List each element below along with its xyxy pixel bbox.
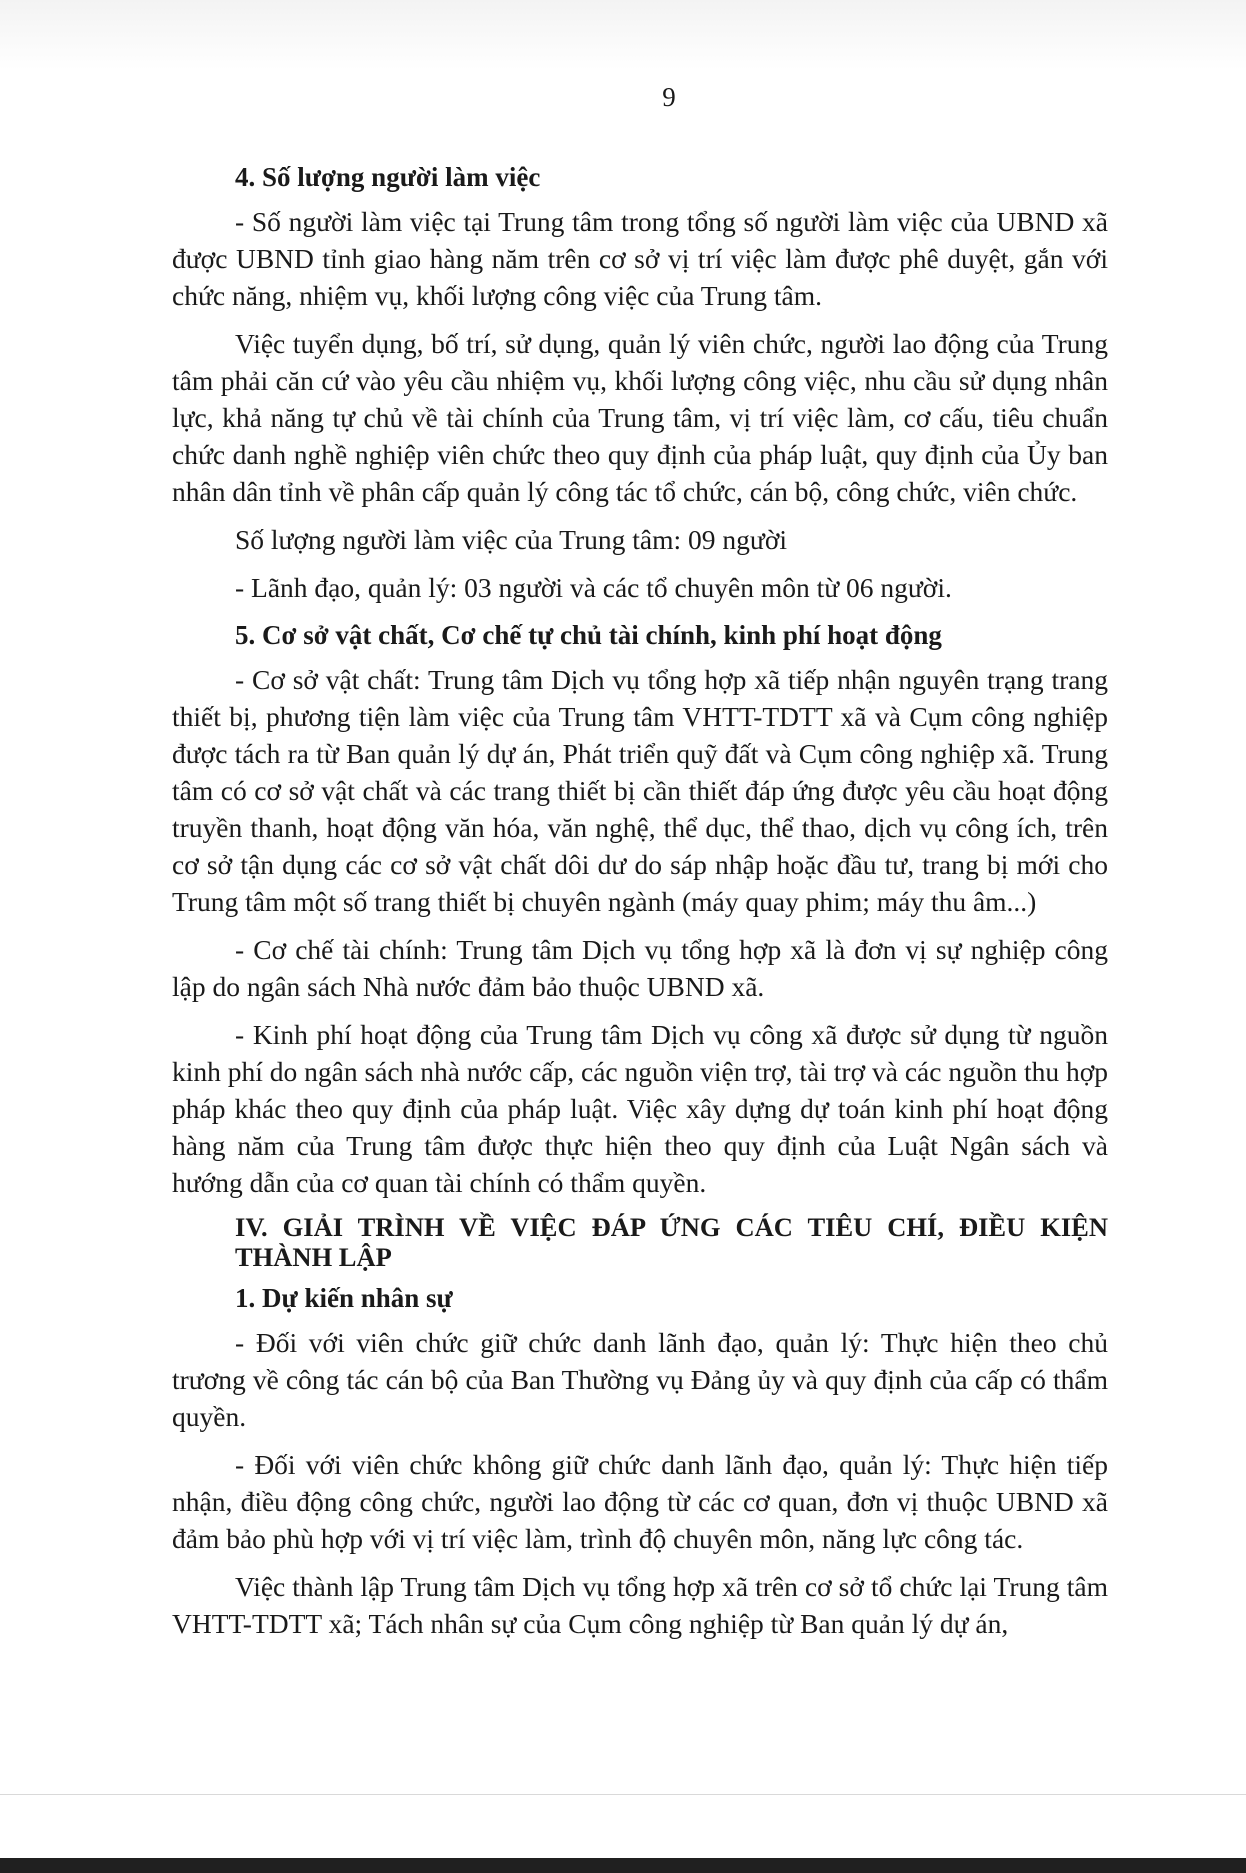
section-4: [172, 159, 1108, 606]
section-5-paragraph-2: - Cơ chế tài chính: Trung tâm Dịch vụ tổng hợp xã là đơn vị sự nghiệp công lập do ngân sách Nhà nước đảm bảo thuộc UBND xã.: [172, 934, 1108, 1002]
section-5-paragraph-3: - Kinh phí hoạt động của Trung tâm Dịch vụ công xã được sử dụng từ nguồn kinh phí do ngân sách nhà nước cấp, các nguồn viện trợ, tài trợ và các nguồn thu hợp pháp khác theo quy định của pháp luật. Việc xây dựng dự toán kinh phí hoạt động hàng năm của Trung tâm được thực hiện theo quy định của Luật Ngân sách và hướng dẫn của cơ quan tài chính có thẩm quyền.: [172, 1019, 1109, 1198]
section-5-heading: 5. Cơ sở vật chất, Cơ chế tự chủ tài chính, kinh phí hoạt động: [235, 620, 942, 650]
scan-footer-rule: [0, 1794, 1246, 1795]
part-iv-section-1-heading: 1. Dự kiến nhân sự: [235, 1283, 453, 1313]
section-4-paragraph-2: Việc tuyển dụng, bố trí, sử dụng, quản lý viên chức, người lao động của Trung tâm phải căn cứ vào yêu cầu nhiệm vụ, khối lượng công việc, nhu cầu sử dụng nhân lực, khả năng tự chủ về tài chính của Trung tâm, vị trí việc làm, cơ cấu, tiêu chuẩn chức danh nghề nghiệp viên chức theo quy định của pháp luật, quy định của Ủy ban nhân dân tỉnh về phân cấp quản lý công tác tổ chức, cán bộ, công chức, viên chức.: [172, 328, 1108, 507]
page-number: 9: [662, 82, 676, 112]
section-4-heading: 4. Số lượng người làm việc: [235, 162, 541, 192]
part-iv: [172, 1212, 1108, 1642]
part-iv-section-1-paragraph-3: Việc thành lập Trung tâm Dịch vụ tổng hợp xã trên cơ sở tổ chức lại Trung tâm VHTT-TDTT xã; Tách nhân sự của Cụm công nghiệp từ Ban quản lý dự án,: [172, 1571, 1108, 1639]
section-5-paragraph-1: - Cơ sở vật chất: Trung tâm Dịch vụ tổng hợp xã tiếp nhận nguyên trạng trang thiết bị, phương tiện làm việc của Trung tâm VHTT-TDTT xã và Cụm công nghiệp được tách ra từ Ban quản lý dự án, Phát triển quỹ đất và Cụm công nghiệp xã. Trung tâm có cơ sở vật chất và các trang thiết bị cần thiết đáp ứng được yêu cầu hoạt động truyền thanh, hoạt động văn hóa, văn nghệ, thể dục, thể thao, dịch vụ công ích, trên cơ sở tận dụng các cơ sở vật chất dôi dư do sáp nhập hoặc đầu tư, trang bị mới cho Trung tâm một số trang thiết bị chuyên ngành (máy quay phim; máy thu âm...): [172, 664, 1108, 917]
part-iv-section-1-paragraph-2: - Đối với viên chức không giữ chức danh lãnh đạo, quản lý: Thực hiện tiếp nhận, điều động công chức, người lao động từ các cơ quan, đơn vị thuộc UBND xã đảm bảo phù hợp với vị trí việc làm, trình độ chuyên môn, năng lực công tác.: [172, 1449, 1108, 1554]
section-4-paragraph-4: - Lãnh đạo, quản lý: 03 người và các tổ chuyên môn từ 06 người.: [235, 572, 952, 603]
part-iv-section-1-paragraph-1: - Đối với viên chức giữ chức danh lãnh đạo, quản lý: Thực hiện theo chủ trương về công tác cán bộ của Ban Thường vụ Đảng ủy và quy định của cấp có thẩm quyền.: [172, 1327, 1108, 1432]
part-iv-heading: IV. GIẢI TRÌNH VỀ VIỆC ĐÁP ỨNG CÁC TIÊU CHÍ, ĐIỀU KIỆN THÀNH LẬP: [235, 1212, 1108, 1272]
scan-bottom-edge: [0, 1858, 1246, 1873]
section-5: [172, 617, 1108, 1201]
section-4-paragraph-3: Số lượng người làm việc của Trung tâm: 09 người: [235, 524, 788, 555]
section-4-paragraph-1: - Số người làm việc tại Trung tâm trong tổng số người làm việc của UBND xã được UBND tỉnh giao hàng năm trên cơ sở vị trí việc làm được phê duyệt, gắn với chức năng, nhiệm vụ, khối lượng công việc của Trung tâm.: [172, 206, 1108, 311]
